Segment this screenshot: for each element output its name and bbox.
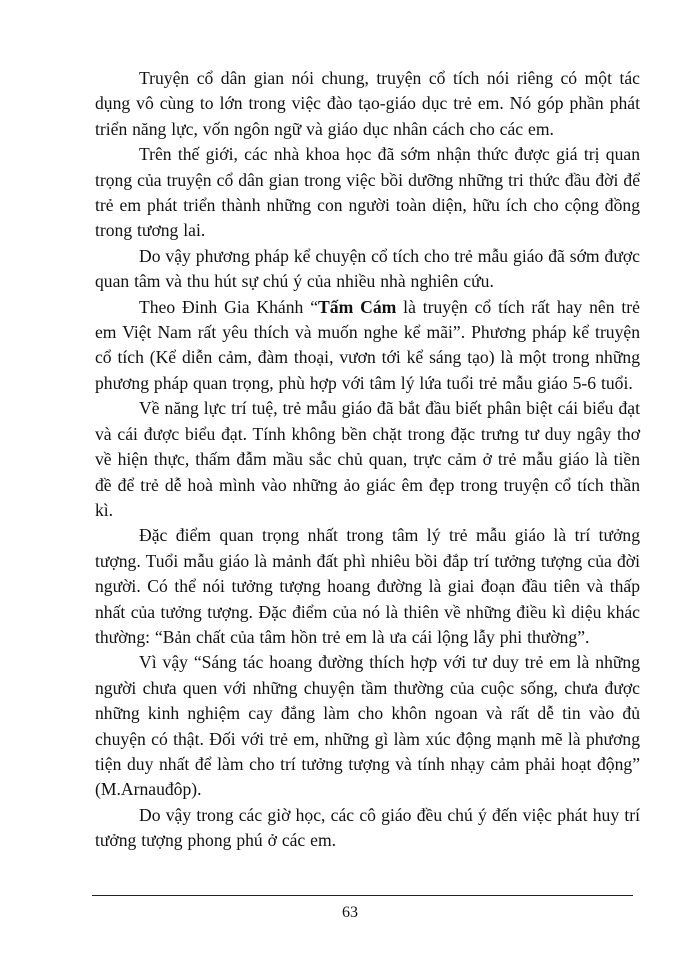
paragraph-1: Truyện cổ dân gian nói chung, truyện cổ tích nói riêng có một tác dụng vô cùng to lớn trong việc đào tạo-giáo dục trẻ em. Nó góp phần phát triển năng lực, vốn ngôn ngữ và giáo dục nhân cách cho các em. — [95, 68, 640, 139]
body-text — [95, 66, 640, 854]
paragraph-4-rest: là truyện cổ tích rất hay nên trẻ em Việt Nam rất yêu thích và muốn nghe kể mãi”. Phương pháp kể truyện cổ tích (Kể diễn cảm, đàm thoại, vươn tới kể sáng tạo) là một trong những phương pháp quan trọng, phù hợp với tâm lý lứa tuổi trẻ mẫu giáo 5-6 tuổi. — [95, 296, 640, 393]
paragraph-3: Do vậy phương pháp kể chuyện cổ tích cho trẻ mẫu giáo đã sớm được quan tâm và thu hút sự chú ý của nhiều nhà nghiên cứu. — [95, 245, 640, 292]
paragraph-8: Do vậy trong các giờ học, các cô giáo đều chú ý đến việc phát huy trí tưởng tượng phong phú ở các em. — [95, 804, 640, 851]
story-title-tam-cam: Tấm Cám — [318, 296, 397, 317]
paragraph-4 — [95, 295, 640, 397]
paragraph-2: Trên thế giới, các nhà khoa học đã sớm nhận thức được giá trị quan trọng của truyện cổ dân gian trong việc bồi dưỡng những tri thức đầu đời để trẻ em phát triển thành những con người toàn diện, hữu ích cho cộng đồng trong tương lai. — [95, 144, 640, 241]
paragraph-5: Về năng lực trí tuệ, trẻ mẫu giáo đã bắt đầu biết phân biệt cái biểu đạt và cái được biểu đạt. Tính không bền chặt trong đặc trưng tư duy ngây thơ về hiện thực, thấm đẫm mầu sắc chủ quan, trực cảm ở trẻ mẫu giáo là tiền đề để trẻ dễ hoà mình vào những ảo giác êm đẹp trong truyện cổ tích thần kì. — [95, 398, 640, 520]
footer-divider — [92, 895, 633, 896]
paragraph-7: Vì vậy “Sáng tác hoang đường thích hợp với tư duy trẻ em là những người chưa quen với những chuyện tầm thường của cuộc sống, chưa được những kinh nghiệm cay đắng làm cho khôn ngoan và rất dễ tin vào đủ chuyện có thật. Đối với trẻ em, những gì làm xúc động mạnh mẽ là phương tiện duy nhất để làm cho trí tưởng tượng và tính nhạy cảm phải hoạt động” (M.Arnauđôp). — [95, 652, 640, 800]
paragraph-4-lead: Theo Đinh Gia Khánh “ — [139, 296, 319, 317]
paragraph-6: Đặc điểm quan trọng nhất trong tâm lý trẻ mẫu giáo là trí tưởng tượng. Tuổi mẫu giáo là mảnh đất phì nhiêu bồi đắp trí tưởng tượng của đời người. Có thể nói tưởng tượng hoang đường là giai đoạn đầu tiên và thấp nhất của tưởng tượng. Đặc điểm của nó là thiên về những điều kì diệu khác thường: “Bản chất của tâm hồn trẻ em là ưa cái lộng lẫy phi thường”. — [95, 525, 640, 647]
page-number: 63 — [342, 904, 358, 921]
